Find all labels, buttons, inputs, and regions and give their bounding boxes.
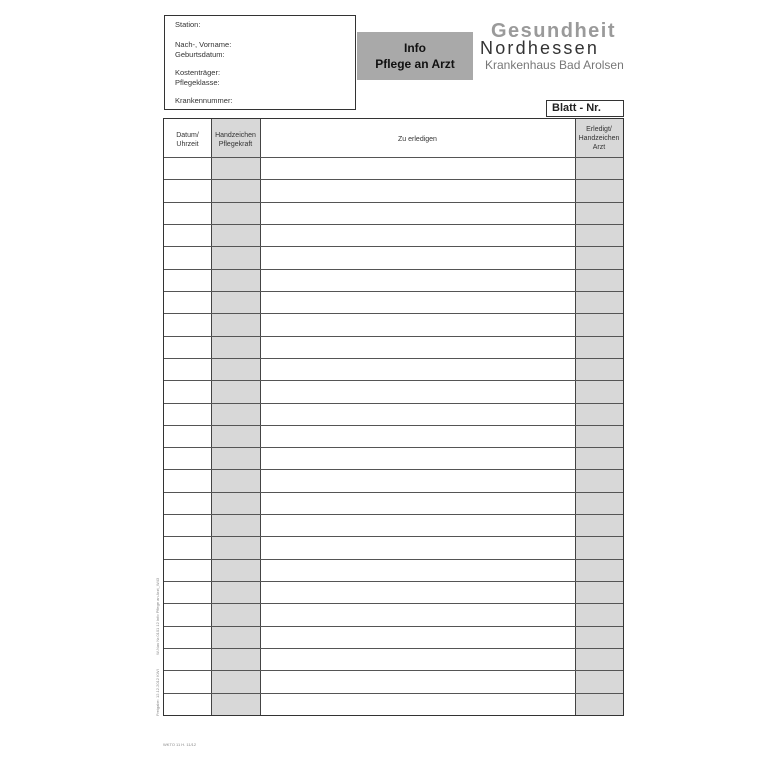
- station-label: Station:: [175, 20, 201, 29]
- table-row-line: [164, 336, 623, 337]
- header-todo: Zu erledigen: [398, 136, 437, 143]
- footer-note: WKTO 11 H. 11/12: [163, 742, 197, 747]
- table-row-line: [164, 313, 623, 314]
- care-class-label: Pflegeklasse:: [175, 78, 220, 87]
- table-row-line: [164, 469, 623, 470]
- header-date: Datum/ Uhrzeit: [176, 132, 199, 148]
- logo-line2: Nordhessen: [480, 38, 600, 58]
- task-table: [163, 118, 624, 716]
- table-row-line: [164, 269, 623, 270]
- form-title-line2: Pflege an Arzt: [375, 57, 455, 71]
- table-row-line: [164, 179, 623, 180]
- table-row-line: [164, 536, 623, 537]
- header-done: Erledigt/ Handzeichen Arzt: [578, 126, 620, 151]
- table-row-line: [164, 603, 623, 604]
- header-nurse: Handzeichen Pflegekraft: [215, 132, 256, 148]
- table-row-line: [164, 648, 623, 649]
- birthdate-label: Geburtsdatum:: [175, 50, 225, 59]
- release-note: Freigabe: 12.12.2012 KWI: [155, 669, 160, 716]
- table-row-line: [164, 514, 623, 515]
- table-row-line: [164, 581, 623, 582]
- form-title-line1: Info: [404, 41, 426, 55]
- form-code-note: W-Nav Nr.0101 12 Info Pflege an Arzt_W43: [155, 577, 160, 655]
- table-row-line: [164, 291, 623, 292]
- table-row-line: [164, 224, 623, 225]
- logo-line3: Krankenhaus Bad Arolsen: [485, 58, 624, 72]
- table-row-line: [164, 157, 623, 158]
- hospital-number-label: Krankennummer:: [175, 96, 233, 105]
- table-row-line: [164, 447, 623, 448]
- table-row-line: [164, 202, 623, 203]
- patient-info-box: [164, 15, 356, 110]
- form-title-banner: [357, 32, 473, 80]
- table-row-line: [164, 559, 623, 560]
- table-row-line: [164, 626, 623, 627]
- table-row-line: [164, 358, 623, 359]
- table-row-line: [164, 246, 623, 247]
- sheet-number-field[interactable]: Blatt - Nr.: [546, 100, 624, 117]
- table-row-line: [164, 693, 623, 694]
- insurer-label: Kostenträger:: [175, 68, 221, 77]
- table-row-line: [164, 492, 623, 493]
- table-row-line: [164, 403, 623, 404]
- table-row-line: [164, 380, 623, 381]
- table-row-line: [164, 670, 623, 671]
- logo-line1: Gesundheit: [491, 20, 617, 42]
- name-label: Nach-, Vorname:: [175, 40, 232, 49]
- table-row-line: [164, 425, 623, 426]
